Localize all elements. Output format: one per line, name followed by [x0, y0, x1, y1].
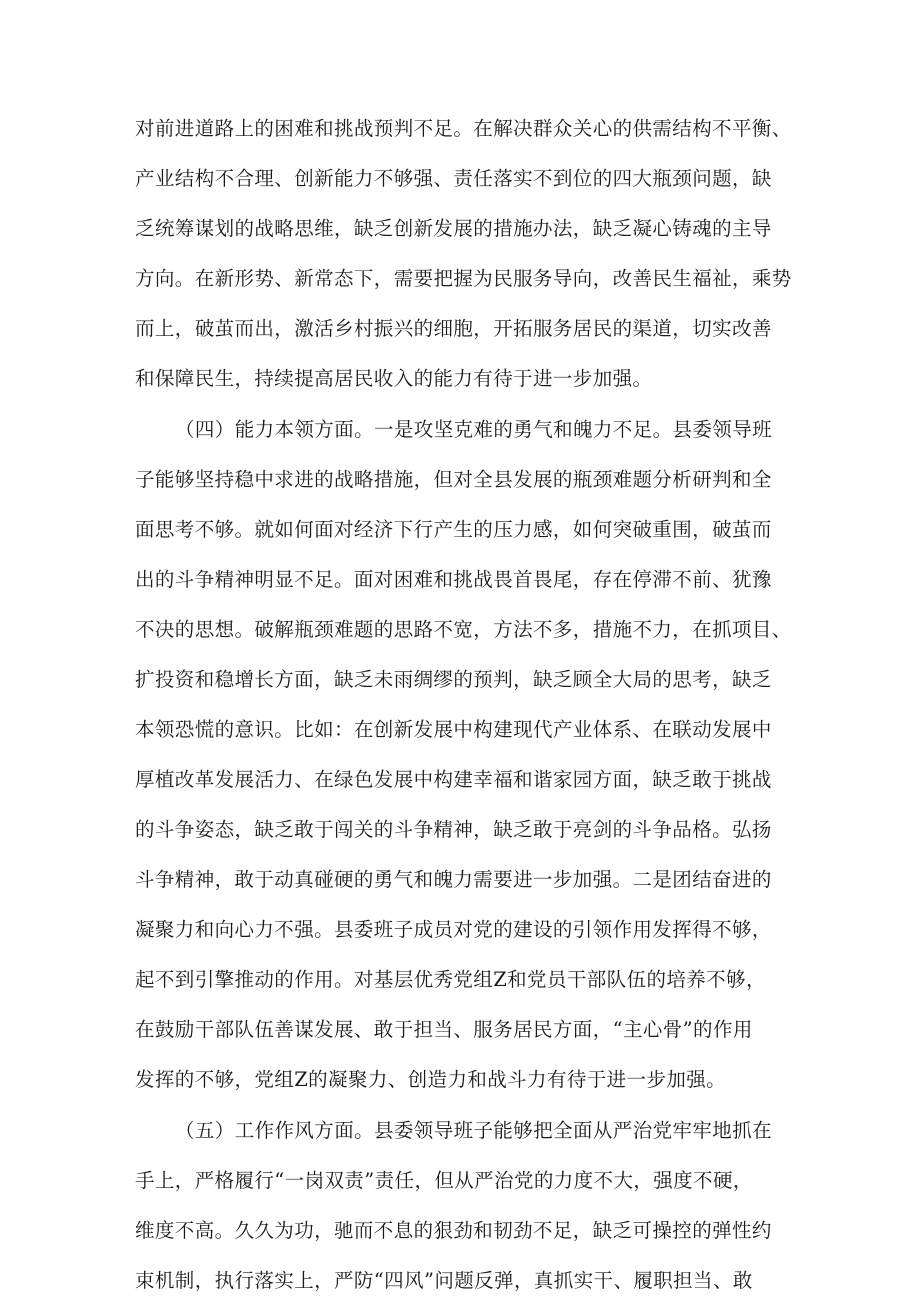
text-line: 乏统筹谋划的战略思维，缺乏创新发展的措施办法，缺乏凝心铸魂的主导 [135, 217, 772, 240]
text-line: 手上，严格履行“一岗双责”责任，但从严治党的力度不大，强度不硬， [135, 1169, 753, 1192]
section-heading-line: （五）工作作风方面。县委领导班子能够把全面从严治党牢牢地抓在 [175, 1119, 773, 1142]
text-line: 斗争精神，敢于动真碰硬的勇气和魄力需要进一步加强。二是团结奋进的 [135, 868, 772, 891]
text-line: 扩投资和稳增长方面，缺乏未雨绸缪的预判，缺乏顾全大局的思考，缺乏 [135, 668, 772, 691]
text-line: 束机制，执行落实上，严防“四风”问题反弹，真抓实干、履职担当、敢 [135, 1269, 753, 1292]
text-line: 和保障民生，持续提高居民收入的能力有待于进一步加强。 [135, 367, 653, 390]
text-line: 对前进道路上的困难和挑战预判不足。在解决群众关心的供需结构不平衡、 [135, 117, 792, 140]
text-line: 本领恐慌的意识。比如：在创新发展中构建现代产业体系、在联动发展中 [135, 718, 772, 741]
text-line: 方向。在新形势、新常态下，需要把握为民服务导向，改善民生福祉，乘势 [135, 267, 792, 290]
text-line: 而上，破茧而出，激活乡村振兴的细胞，开拓服务居民的渠道，切实改善 [135, 317, 772, 340]
text-line: 维度不高。久久为功，驰而不息的狠劲和韧劲不足，缺乏可操控的弹性约 [135, 1219, 772, 1242]
text-line: 产业结构不合理、创新能力不够强、责任落实不到位的四大瓶颈问题，缺 [135, 167, 772, 190]
section-heading-line: （四）能力本领方面。一是攻坚克难的勇气和魄力不足。县委领导班 [175, 418, 773, 441]
text-line: 面思考不够。就如何面对经济下行产生的压力感，如何突破重围，破茧而 [135, 518, 772, 541]
text-line: 出的斗争精神明显不足。面对困难和挑战畏首畏尾，存在停滞不前、犹豫 [135, 568, 772, 591]
text-line: 厚植改革发展活力、在绿色发展中构建幸福和谐家园方面，缺乏敢于挑战 [135, 768, 772, 791]
text-line: 在鼓励干部队伍善谋发展、敢于担当、服务居民方面，“主心骨”的作用 [135, 1018, 753, 1041]
text-line: 的斗争姿态，缺乏敢于闯关的斗争精神，缺乏敢于亮剑的斗争品格。弘扬 [135, 818, 772, 841]
text-line: 起不到引擎推动的作用。对基层优秀党组Z和党员干部队伍的培养不够， [135, 968, 766, 991]
text-line: 凝聚力和向心力不强。县委班子成员对党的建设的引领作用发挥得不够， [135, 918, 772, 941]
text-line: 发挥的不够，党组Z的凝聚力、创造力和战斗力有待于进一步加强。 [135, 1068, 727, 1091]
text-line: 不决的思想。破解瓶颈难题的思路不宽，方法不多，措施不力，在抓项目、 [135, 618, 792, 641]
text-line: 子能够坚持稳中求进的战略措施，但对全县发展的瓶颈难题分析研判和全 [135, 468, 772, 491]
